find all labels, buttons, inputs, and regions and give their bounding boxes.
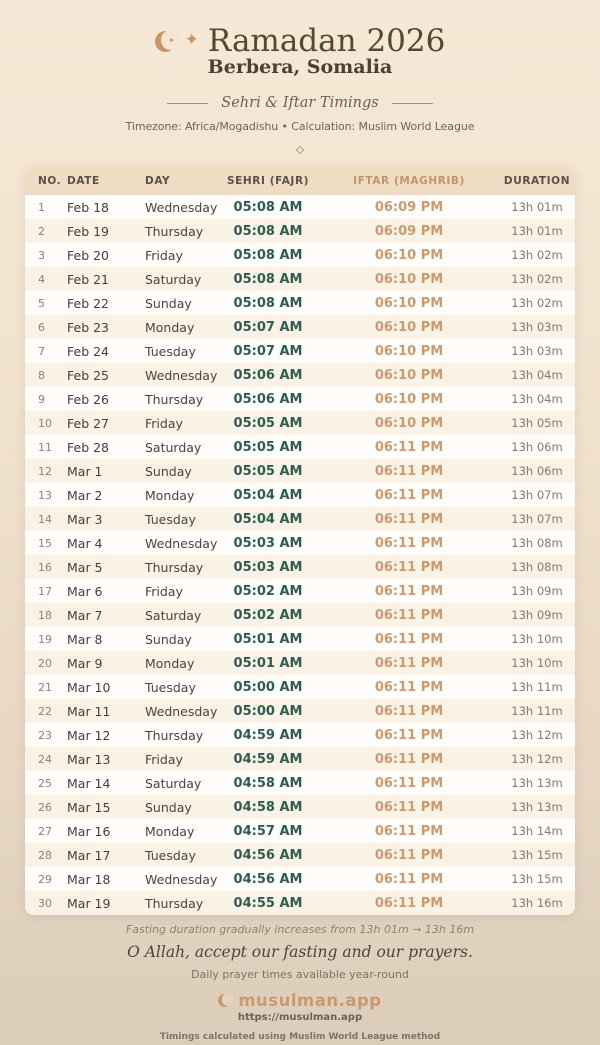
table-row — [25, 651, 575, 675]
cell-day: Thursday — [137, 891, 217, 915]
table-row — [25, 483, 575, 507]
cell-sehri: 05:00 AM — [217, 699, 319, 723]
cell-duration: 13h 08m — [499, 531, 575, 555]
cell-no: 22 — [25, 699, 65, 723]
cell-duration: 13h 02m — [499, 267, 575, 291]
cell-duration: 13h 06m — [499, 435, 575, 459]
tiny-star-icon: ✦ — [167, 35, 175, 45]
cell-sehri: 05:06 AM — [217, 363, 319, 387]
cell-iftar: 06:11 PM — [319, 747, 499, 771]
cell-day: Friday — [137, 411, 217, 435]
page-header — [155, 24, 446, 58]
cell-no: 1 — [25, 195, 65, 219]
cell-date: Mar 5 — [65, 555, 137, 579]
cell-iftar: 06:11 PM — [319, 507, 499, 531]
cell-sehri: 05:04 AM — [217, 507, 319, 531]
crescent-moon-icon — [155, 31, 176, 52]
cell-date: Mar 4 — [65, 531, 137, 555]
cell-day: Sunday — [137, 459, 217, 483]
cell-date: Mar 1 — [65, 459, 137, 483]
cell-day: Wednesday — [137, 699, 217, 723]
cell-sehri: 04:56 AM — [217, 867, 319, 891]
cell-sehri: 05:07 AM — [217, 315, 319, 339]
brand-name[interactable]: musulman.app — [238, 991, 382, 1010]
cell-iftar: 06:10 PM — [319, 411, 499, 435]
cell-duration: 13h 13m — [499, 795, 575, 819]
cell-date: Feb 27 — [65, 411, 137, 435]
cell-sehri: 05:08 AM — [217, 291, 319, 315]
cell-day: Saturday — [137, 435, 217, 459]
cell-iftar: 06:11 PM — [319, 435, 499, 459]
calculation-method-note: Timings calculated using Muslim World League method — [159, 1032, 441, 1042]
cell-date: Feb 19 — [65, 219, 137, 243]
cell-day: Wednesday — [137, 195, 217, 219]
cell-date: Mar 18 — [65, 867, 137, 891]
cell-no: 5 — [25, 291, 65, 315]
cell-sehri: 05:05 AM — [217, 459, 319, 483]
cell-sehri: 05:02 AM — [217, 579, 319, 603]
cell-date: Feb 24 — [65, 339, 137, 363]
cell-date: Feb 21 — [65, 267, 137, 291]
cell-iftar: 06:11 PM — [319, 843, 499, 867]
cell-duration: 13h 15m — [499, 843, 575, 867]
cell-duration: 13h 03m — [499, 315, 575, 339]
divider-line-right — [392, 103, 433, 104]
cell-no: 7 — [25, 339, 65, 363]
table-row — [25, 507, 575, 531]
cell-sehri: 05:08 AM — [217, 243, 319, 267]
cell-date: Mar 17 — [65, 843, 137, 867]
diamond-ornament — [297, 145, 303, 155]
cell-day: Monday — [137, 315, 217, 339]
cell-date: Mar 10 — [65, 675, 137, 699]
cell-iftar: 06:11 PM — [319, 699, 499, 723]
table-row — [25, 387, 575, 411]
table-row — [25, 195, 575, 219]
cell-duration: 13h 11m — [499, 675, 575, 699]
cell-no: 10 — [25, 411, 65, 435]
col-header-duration: DURATION — [499, 167, 575, 195]
cell-duration: 13h 12m — [499, 723, 575, 747]
cell-no: 11 — [25, 435, 65, 459]
cell-iftar: 06:10 PM — [319, 267, 499, 291]
cell-no: 4 — [25, 267, 65, 291]
cell-no: 19 — [25, 627, 65, 651]
col-header-sehri: SEHRI (FAJR) — [217, 167, 319, 195]
cell-day: Saturday — [137, 267, 217, 291]
table-row — [25, 675, 575, 699]
cell-no: 29 — [25, 867, 65, 891]
cell-no: 6 — [25, 315, 65, 339]
cell-day: Tuesday — [137, 507, 217, 531]
timings-card — [25, 167, 575, 915]
cell-sehri: 05:07 AM — [217, 339, 319, 363]
cell-day: Monday — [137, 819, 217, 843]
cell-day: Sunday — [137, 291, 217, 315]
cell-iftar: 06:11 PM — [319, 795, 499, 819]
cell-day: Wednesday — [137, 531, 217, 555]
table-row — [25, 555, 575, 579]
cell-date: Feb 22 — [65, 291, 137, 315]
cell-day: Thursday — [137, 219, 217, 243]
cell-duration: 13h 02m — [499, 291, 575, 315]
cell-iftar: 06:10 PM — [319, 243, 499, 267]
cell-no: 14 — [25, 507, 65, 531]
cell-date: Feb 18 — [65, 195, 137, 219]
cell-date: Mar 15 — [65, 795, 137, 819]
cell-sehri: 04:56 AM — [217, 843, 319, 867]
page-title: Ramadan 2026 — [207, 23, 446, 59]
cell-iftar: 06:10 PM — [319, 339, 499, 363]
cell-sehri: 04:58 AM — [217, 795, 319, 819]
table-row — [25, 219, 575, 243]
cell-no: 24 — [25, 747, 65, 771]
cell-date: Feb 23 — [65, 315, 137, 339]
cell-no: 20 — [25, 651, 65, 675]
cell-duration: 13h 08m — [499, 555, 575, 579]
cell-no: 2 — [25, 219, 65, 243]
cell-iftar: 06:11 PM — [319, 483, 499, 507]
cell-iftar: 06:11 PM — [319, 675, 499, 699]
table-row — [25, 627, 575, 651]
star-icon: ✦ — [184, 29, 199, 50]
cell-day: Sunday — [137, 627, 217, 651]
cell-iftar: 06:10 PM — [319, 387, 499, 411]
table-row — [25, 819, 575, 843]
cell-sehri: 05:03 AM — [217, 531, 319, 555]
subtitle-divider — [167, 95, 432, 111]
col-header-iftar: IFTAR (MAGHRIB) — [319, 167, 499, 195]
cell-no: 30 — [25, 891, 65, 915]
fasting-duration-note: Fasting duration gradually increases from 13h 01m → 13h 16m — [125, 923, 475, 936]
col-header-day: DAY — [137, 167, 217, 195]
table-row — [25, 291, 575, 315]
cell-day: Tuesday — [137, 675, 217, 699]
cell-iftar: 06:11 PM — [319, 627, 499, 651]
cell-date: Mar 14 — [65, 771, 137, 795]
cell-day: Sunday — [137, 795, 217, 819]
cell-day: Friday — [137, 243, 217, 267]
availability-note: Daily prayer times available year-round — [191, 968, 409, 981]
cell-sehri: 05:03 AM — [217, 555, 319, 579]
dua-quote: O Allah, accept our fasting and our prayers. — [127, 943, 473, 961]
cell-no: 17 — [25, 579, 65, 603]
cell-date: Mar 2 — [65, 483, 137, 507]
cell-day: Thursday — [137, 723, 217, 747]
cell-no: 28 — [25, 843, 65, 867]
cell-no: 27 — [25, 819, 65, 843]
table-row — [25, 267, 575, 291]
cell-day: Thursday — [137, 555, 217, 579]
table-header — [25, 167, 575, 195]
cell-iftar: 06:11 PM — [319, 555, 499, 579]
cell-iftar: 06:11 PM — [319, 579, 499, 603]
cell-duration: 13h 09m — [499, 579, 575, 603]
divider-line-left — [167, 103, 208, 104]
cell-sehri: 04:59 AM — [217, 723, 319, 747]
table-row — [25, 459, 575, 483]
cell-duration: 13h 14m — [499, 819, 575, 843]
cell-iftar: 06:11 PM — [319, 603, 499, 627]
table-row — [25, 315, 575, 339]
col-header-no: NO. — [25, 167, 65, 195]
cell-sehri: 05:00 AM — [217, 675, 319, 699]
cell-sehri: 05:01 AM — [217, 651, 319, 675]
cell-no: 8 — [25, 363, 65, 387]
cell-duration: 13h 10m — [499, 651, 575, 675]
cell-date: Mar 12 — [65, 723, 137, 747]
cell-no: 18 — [25, 603, 65, 627]
timings-subtitle: Sehri & Iftar Timings — [221, 95, 379, 111]
cell-sehri: 05:04 AM — [217, 483, 319, 507]
cell-sehri: 05:08 AM — [217, 267, 319, 291]
table-row — [25, 411, 575, 435]
cell-no: 21 — [25, 675, 65, 699]
cell-duration: 13h 05m — [499, 411, 575, 435]
cell-date: Feb 28 — [65, 435, 137, 459]
cell-duration: 13h 02m — [499, 243, 575, 267]
brand-crescent-icon — [218, 994, 231, 1007]
table-row — [25, 579, 575, 603]
cell-date: Mar 7 — [65, 603, 137, 627]
cell-duration: 13h 15m — [499, 867, 575, 891]
cell-iftar: 06:11 PM — [319, 819, 499, 843]
cell-sehri: 05:05 AM — [217, 435, 319, 459]
cell-day: Tuesday — [137, 843, 217, 867]
cell-no: 26 — [25, 795, 65, 819]
brand-url[interactable]: https://musulman.app — [237, 1012, 363, 1023]
cell-day: Friday — [137, 579, 217, 603]
cell-iftar: 06:11 PM — [319, 771, 499, 795]
cell-date: Mar 19 — [65, 891, 137, 915]
table-row — [25, 795, 575, 819]
cell-iftar: 06:09 PM — [319, 219, 499, 243]
table-row — [25, 435, 575, 459]
cell-duration: 13h 16m — [499, 891, 575, 915]
cell-iftar: 06:11 PM — [319, 459, 499, 483]
timings-table — [25, 167, 575, 915]
timezone-calculation-meta: Timezone: Africa/Mogadishu • Calculation: Muslim World League — [125, 120, 475, 133]
cell-no: 13 — [25, 483, 65, 507]
cell-no: 9 — [25, 387, 65, 411]
cell-no: 3 — [25, 243, 65, 267]
cell-duration: 13h 07m — [499, 483, 575, 507]
cell-iftar: 06:10 PM — [319, 291, 499, 315]
cell-date: Mar 6 — [65, 579, 137, 603]
cell-no: 12 — [25, 459, 65, 483]
cell-date: Mar 8 — [65, 627, 137, 651]
cell-iftar: 06:11 PM — [319, 891, 499, 915]
cell-date: Mar 3 — [65, 507, 137, 531]
table-row — [25, 339, 575, 363]
cell-iftar: 06:10 PM — [319, 315, 499, 339]
cell-sehri: 05:05 AM — [217, 411, 319, 435]
cell-duration: 13h 06m — [499, 459, 575, 483]
table-row — [25, 891, 575, 915]
cell-date: Mar 13 — [65, 747, 137, 771]
cell-date: Feb 20 — [65, 243, 137, 267]
timings-table-body — [25, 195, 575, 915]
cell-duration: 13h 01m — [499, 219, 575, 243]
cell-no: 23 — [25, 723, 65, 747]
cell-date: Feb 26 — [65, 387, 137, 411]
cell-iftar: 06:11 PM — [319, 531, 499, 555]
cell-sehri: 05:06 AM — [217, 387, 319, 411]
table-row — [25, 699, 575, 723]
cell-duration: 13h 04m — [499, 363, 575, 387]
col-header-date: DATE — [65, 167, 137, 195]
cell-duration: 13h 03m — [499, 339, 575, 363]
table-row — [25, 531, 575, 555]
table-row — [25, 723, 575, 747]
cell-duration: 13h 12m — [499, 747, 575, 771]
cell-iftar: 06:11 PM — [319, 723, 499, 747]
cell-duration: 13h 13m — [499, 771, 575, 795]
cell-sehri: 05:08 AM — [217, 219, 319, 243]
table-row — [25, 843, 575, 867]
cell-day: Friday — [137, 747, 217, 771]
cell-no: 25 — [25, 771, 65, 795]
cell-sehri: 05:02 AM — [217, 603, 319, 627]
cell-day: Wednesday — [137, 363, 217, 387]
cell-sehri: 05:08 AM — [217, 195, 319, 219]
table-row — [25, 747, 575, 771]
cell-iftar: 06:11 PM — [319, 867, 499, 891]
cell-sehri: 04:57 AM — [217, 819, 319, 843]
cell-day: Wednesday — [137, 867, 217, 891]
cell-sehri: 05:01 AM — [217, 627, 319, 651]
cell-iftar: 06:11 PM — [319, 651, 499, 675]
cell-duration: 13h 10m — [499, 627, 575, 651]
cell-day: Saturday — [137, 603, 217, 627]
brand-row — [218, 991, 381, 1010]
cell-date: Feb 25 — [65, 363, 137, 387]
table-row — [25, 243, 575, 267]
cell-sehri: 04:58 AM — [217, 771, 319, 795]
cell-duration: 13h 11m — [499, 699, 575, 723]
table-row — [25, 771, 575, 795]
cell-duration: 13h 07m — [499, 507, 575, 531]
table-row — [25, 363, 575, 387]
cell-day: Monday — [137, 651, 217, 675]
cell-date: Mar 9 — [65, 651, 137, 675]
cell-iftar: 06:10 PM — [319, 363, 499, 387]
cell-no: 16 — [25, 555, 65, 579]
table-row — [25, 867, 575, 891]
cell-no: 15 — [25, 531, 65, 555]
cell-iftar: 06:09 PM — [319, 195, 499, 219]
location-subtitle: Berbera, Somalia — [207, 56, 393, 78]
cell-day: Tuesday — [137, 339, 217, 363]
cell-sehri: 04:55 AM — [217, 891, 319, 915]
cell-date: Mar 16 — [65, 819, 137, 843]
cell-day: Saturday — [137, 771, 217, 795]
cell-duration: 13h 09m — [499, 603, 575, 627]
cell-day: Monday — [137, 483, 217, 507]
table-row — [25, 603, 575, 627]
cell-duration: 13h 01m — [499, 195, 575, 219]
cell-sehri: 04:59 AM — [217, 747, 319, 771]
diamond-icon — [296, 146, 304, 154]
cell-day: Thursday — [137, 387, 217, 411]
cell-duration: 13h 04m — [499, 387, 575, 411]
cell-date: Mar 11 — [65, 699, 137, 723]
